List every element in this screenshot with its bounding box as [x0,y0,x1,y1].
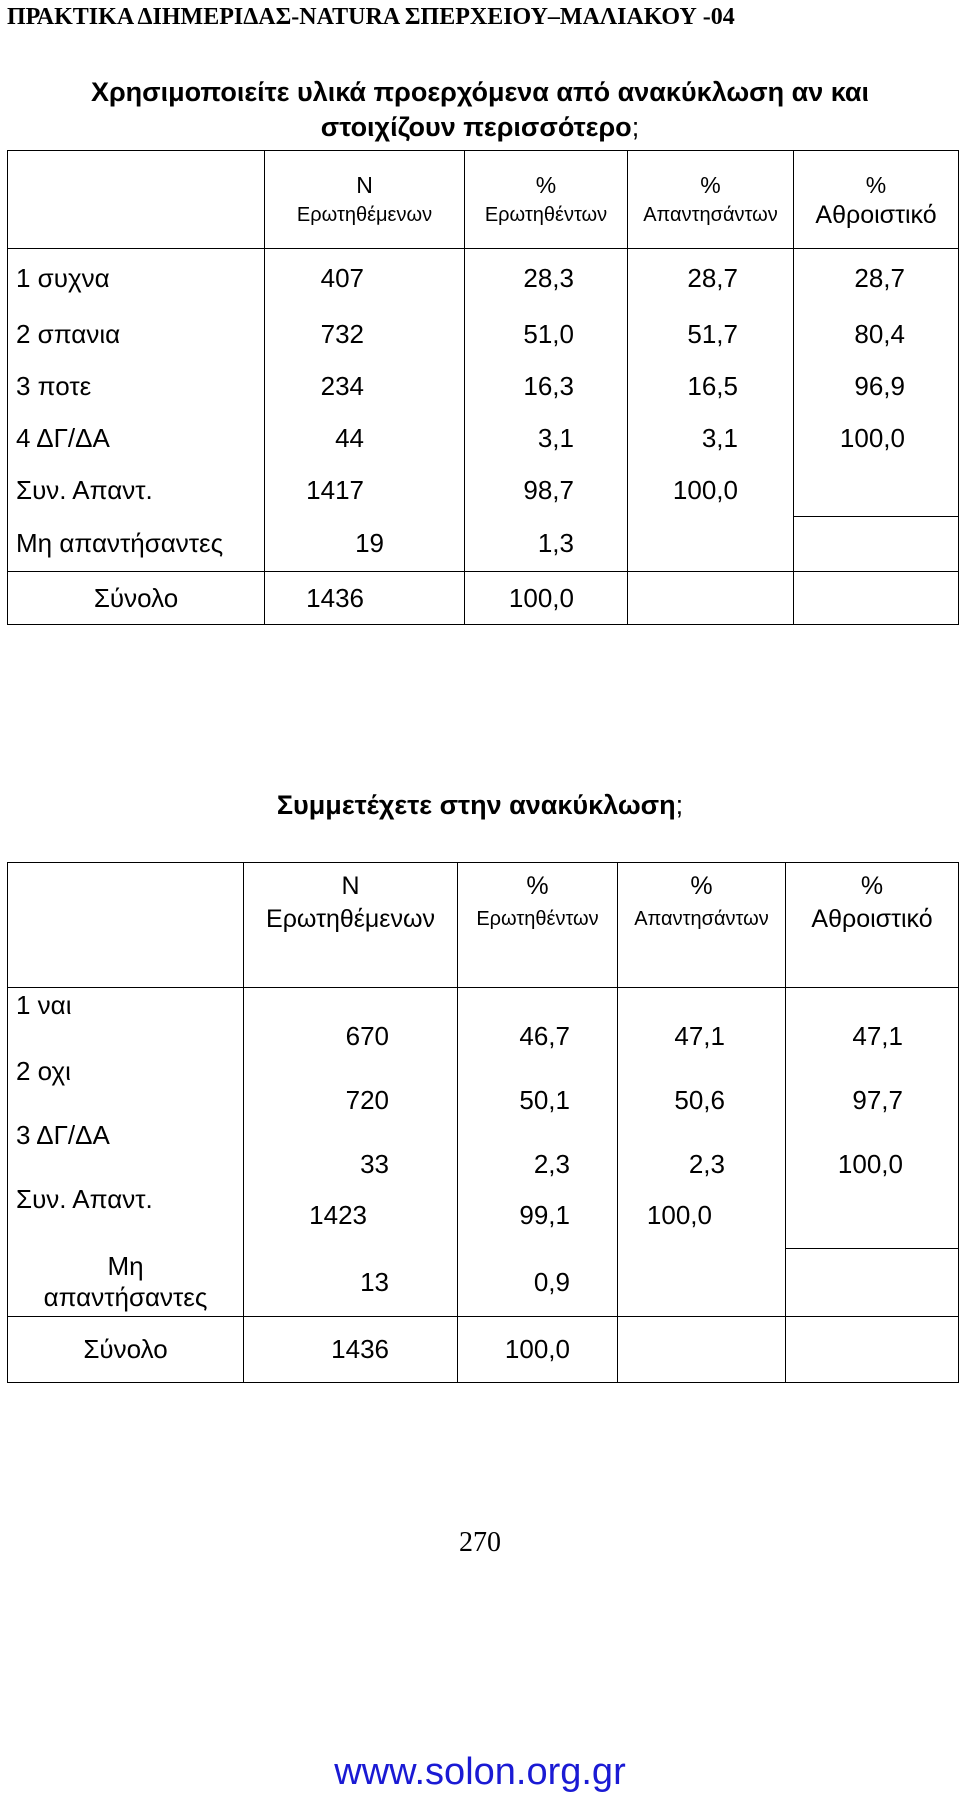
table-cell: Μη απαντήσαντες [8,517,265,572]
table-row [8,413,959,465]
table-cell: 96,9 [794,361,959,413]
header-text: Απαντησάντων [643,203,778,226]
table-row-total-answered [8,1182,959,1249]
table-cell: 13 [244,1249,458,1317]
header-text: Ερωτηθέμενων [266,905,435,933]
table-cell [8,151,265,249]
table-cell: 16,5 [628,361,794,413]
table-cell [786,1317,959,1383]
table-cell [618,1317,786,1383]
table-row [8,361,959,413]
table-cell: 2,3 [458,1118,618,1182]
table-cell: 670 [244,988,458,1054]
table-cell: 100,0 [458,1317,618,1383]
table-cell [628,517,794,572]
col-n-header [265,151,465,249]
table-cell: 47,1 [786,988,959,1054]
table-cell [786,1182,959,1249]
table-cell: 407 [265,249,465,309]
table2-title-suffix: ; [675,790,684,820]
table-cell: 19 [265,517,465,572]
table1-title [20,75,940,145]
table2-title-text: Συμμετέχετε στην ανακύκλωση [276,790,676,820]
no-answer-label [8,1249,244,1317]
table-cell: 3 ποτε [8,361,265,413]
col-n-header [244,863,458,988]
header-text: Ερωτηθέμενων [296,203,433,226]
table-cell: 44 [265,413,465,465]
table-cell: 2,3 [618,1118,786,1182]
table-cell [628,572,794,625]
table1 [7,150,959,625]
table-cell: 2 οχι [8,1054,244,1118]
table-cell [794,517,959,572]
table-row-no-answer [8,517,959,572]
table1-title-text: Χρησιμοποιείτε υλικά προερχόμενα από ανακύκλωση αν και στοιχίζουν περισσότερο [90,77,870,142]
col-pct-cum-header [786,863,959,988]
table-cell: Σύνολο [8,572,265,625]
table-cell: 100,0 [786,1118,959,1182]
table-cell [794,465,959,517]
table-row-no-answer [8,1249,959,1317]
table-cell [794,572,959,625]
table-row [8,1054,959,1118]
header-text: % [526,872,549,900]
table-row [8,249,959,309]
header-text: Απαντησάντων [634,908,769,930]
table-cell: 100,0 [794,413,959,465]
header-text: % [700,171,721,198]
table-cell: 80,4 [794,309,959,361]
table-cell [618,1249,786,1317]
table-cell: 28,7 [628,249,794,309]
footer-url-link[interactable]: www.solon.org.gr [334,1751,626,1793]
header-text: N [341,872,360,900]
table-cell: 1 συχνα [8,249,265,309]
table-cell: 100,0 [465,572,628,625]
header-text: % [535,171,557,198]
table-row-total-answered [8,465,959,517]
col-pct-asked-header [465,151,628,249]
table-row-grand-total [8,572,959,625]
table-cell: 3 ΔΓ/ΔΑ [8,1118,244,1182]
table2-title [140,788,820,823]
table1-title-suffix: ; [631,112,640,142]
table-cell: 0,9 [458,1249,618,1317]
table2-header-row [8,863,959,988]
table-cell: 51,7 [628,309,794,361]
page-number: 270 [459,1527,501,1558]
header-text: Αθροιστικό [815,200,937,229]
header-text: % [690,872,713,900]
table-cell: Συν. Απαντ. [8,1182,244,1249]
table-cell: 51,0 [465,309,628,361]
header-text: Αθροιστικό [811,905,933,933]
table-cell: 28,7 [794,249,959,309]
table-cell: 1423 [244,1182,458,1249]
table-row [8,988,959,1054]
table-cell: 97,7 [786,1054,959,1118]
table1-header-row [8,151,959,249]
header-text: % [860,872,884,900]
table-cell: 1436 [265,572,465,625]
table-cell: 50,6 [618,1054,786,1118]
table-cell: 33 [244,1118,458,1182]
col-pct-answered-header [628,151,794,249]
table-cell [8,863,244,988]
table-cell: 732 [265,309,465,361]
table-row [8,1118,959,1182]
table2 [7,862,959,1383]
running-header: ΠΡΑΚΤΙΚΑ ΔΙΗΜΕΡΙΔΑΣ-NATURA ΣΠΕΡΧΕΙΟΥ–ΜΑΛΙΑΚΟΥ -04 [7,4,735,30]
col-pct-answered-header [618,863,786,988]
table-cell: Συν. Απαντ. [8,465,265,517]
header-text: Ερωτηθέντων [484,203,608,226]
table-cell: 46,7 [458,988,618,1054]
table-cell: Σύνολο [8,1317,244,1383]
table-cell: 3,1 [628,413,794,465]
table-cell: 4 ΔΓ/ΔΑ [8,413,265,465]
table-cell: 1436 [244,1317,458,1383]
table-cell: 47,1 [618,988,786,1054]
header-text: N [356,171,373,198]
table-cell: 99,1 [458,1182,618,1249]
table-cell: 28,3 [465,249,628,309]
table-cell: 234 [265,361,465,413]
header-text: Μη [107,1251,144,1282]
table-cell: 1417 [265,465,465,517]
table-cell: 98,7 [465,465,628,517]
table-cell: 16,3 [465,361,628,413]
header-text: % [865,171,887,198]
col-pct-cum-header [794,151,959,249]
header-text: απαντήσαντες [43,1282,208,1313]
table-cell [786,1249,959,1317]
table-cell: 1,3 [465,517,628,572]
table-cell: 2 σπανια [8,309,265,361]
header-text: Ερωτηθέντων [476,908,599,930]
table-cell: 1 ναι [8,988,244,1054]
table-cell: 100,0 [628,465,794,517]
table-cell: 720 [244,1054,458,1118]
table-cell: 100,0 [618,1182,786,1249]
table-cell: 3,1 [465,413,628,465]
table-row [8,309,959,361]
table-row-grand-total [8,1317,959,1383]
col-pct-asked-header [458,863,618,988]
table-cell: 50,1 [458,1054,618,1118]
